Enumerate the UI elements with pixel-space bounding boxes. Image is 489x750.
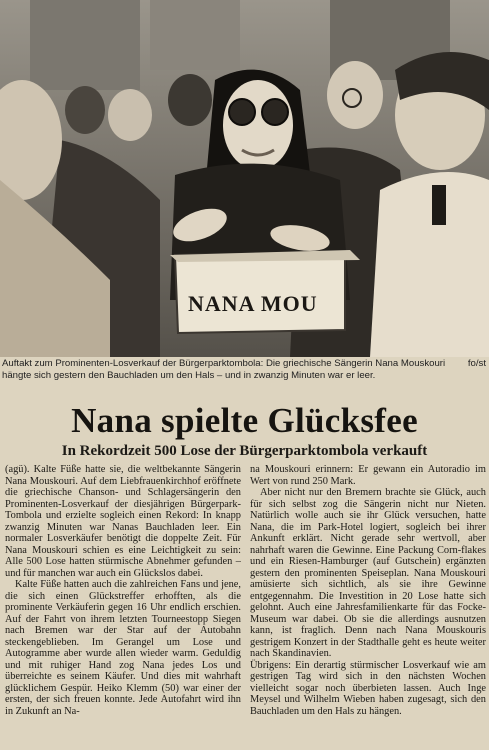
- article-paragraph: Aber nicht nur den Bremern brachte sie Glück, auch für sich selbst zog die Sängerin nicht nur Nieten. Natürlich wolle auch sie ihr Glück versuchen, hatte Nana, die im Park-Hotel logiert, sogleich bei ihrer Ankunft erklärt. Nicht gerade sehr wertvoll, aber nahrhaft waren die Gewinne. Eine Packung Corn-flakes und ein Riesen-Hamburger (auf Gutschein) ergänzten gestern den prominenten Speiseplan. Nana Mouskouri amüsierte sich sichtlich, als sie ihre Gewinne entgegennahm. Die Investition in 20 Lose hatte sich gelohnt. Auch eine Jahresfamilienkarte für das Focke-Museum war dabei. Ob sie die allerdings ausnutzen kann, ist fraglich. Denn nach Nana Mouskouris gestrigem Konzert in der Stadthalle geht es heute weiter nach Skandinavien.: [250, 487, 486, 659]
- article-column-right: [250, 464, 486, 750]
- photo-illustration: [0, 0, 489, 357]
- subheadline: In Rekordzeit 500 Lose der Bürgerparktombola verkauft: [61, 443, 428, 459]
- article-paragraph: (agü). Kalte Füße hatte sie, die weltbekannte Sängerin Nana Mouskouri. Auf dem Liebfrauenkirchhof eröffnete die griechische Chanson- und Schlagersängerin den Prominenten-Losverkauf der diesjährigen Bürgerpark-Tombola und erzielte sogleich einen Rekord: In knapp zwanzig Minuten war Nanas Bauchladen leer. Ein normaler Losverkäufer benötigt die doppelte Zeit. Für Nana Mouskouri schien es eine Leichtigkeit zu sein: Alle 500 Lose hatten stürmische Abnehmer gefunden – und für manchen war auch ein Glückslos dabei.: [5, 464, 241, 579]
- news-photo: [0, 0, 489, 357]
- caption-text: Auftakt zum Prominenten-Losverkauf der Bürgerparktombola: Die griechische Sängerin Nana Mouskouri hängte sich gestern den Bauchladen um den Hals – und in zwanzig Minuten war er leer.: [2, 358, 446, 381]
- article-paragraph: Übrigens: Ein derartig stürmischer Losverkauf wie am gestrigen Tag wird sich in den nächsten Wochen vielleicht sogar noch überbieten lassen. Auch Inge Meysel und Wilhelm Wieben haben zugesagt, sich den Bauchladen um den Hals zu hängen.: [250, 659, 486, 717]
- photo-credit: fo/st: [467, 358, 486, 369]
- article-paragraph: na Mouskouri erinnern: Er gewann ein Autoradio im Wert von rund 250 Mark.: [250, 464, 486, 487]
- crowd-person: [65, 86, 105, 134]
- background-building: [30, 0, 140, 90]
- crowd-person: [327, 61, 383, 129]
- article-column-left: [5, 464, 241, 750]
- headline: Nana spielte Glücksfee: [71, 401, 418, 440]
- lottery-box: [170, 250, 360, 333]
- article-paragraph: Kalte Füße hatten auch die zahlreichen Fans und jene, die sich einen Glückstreffer erhofften, als die prominente Verkäuferin gegen 16 Uhr endlich erschien. Auf der Fahrt von ihrem letzten Tourneestopp Siegen nach Bremen war der Star auf der Autobahn steckengeblieben. Im Gerangel um Lose und Autogramme aber wurde allen wieder warm. Geduldig und mit ruhiger Hand zog Nana jedes Los und überreichte es seinem Käufer. Und dies mit wahrhaft glücklichem Gespür. Heiko Klemm (50) war einer der ersten, der sich freuen konnte. Jede Autofahrt wird ihn in Zukunft an Na-: [5, 579, 241, 717]
- photo-caption: [2, 358, 486, 382]
- box-label: NANA MOU: [188, 291, 318, 316]
